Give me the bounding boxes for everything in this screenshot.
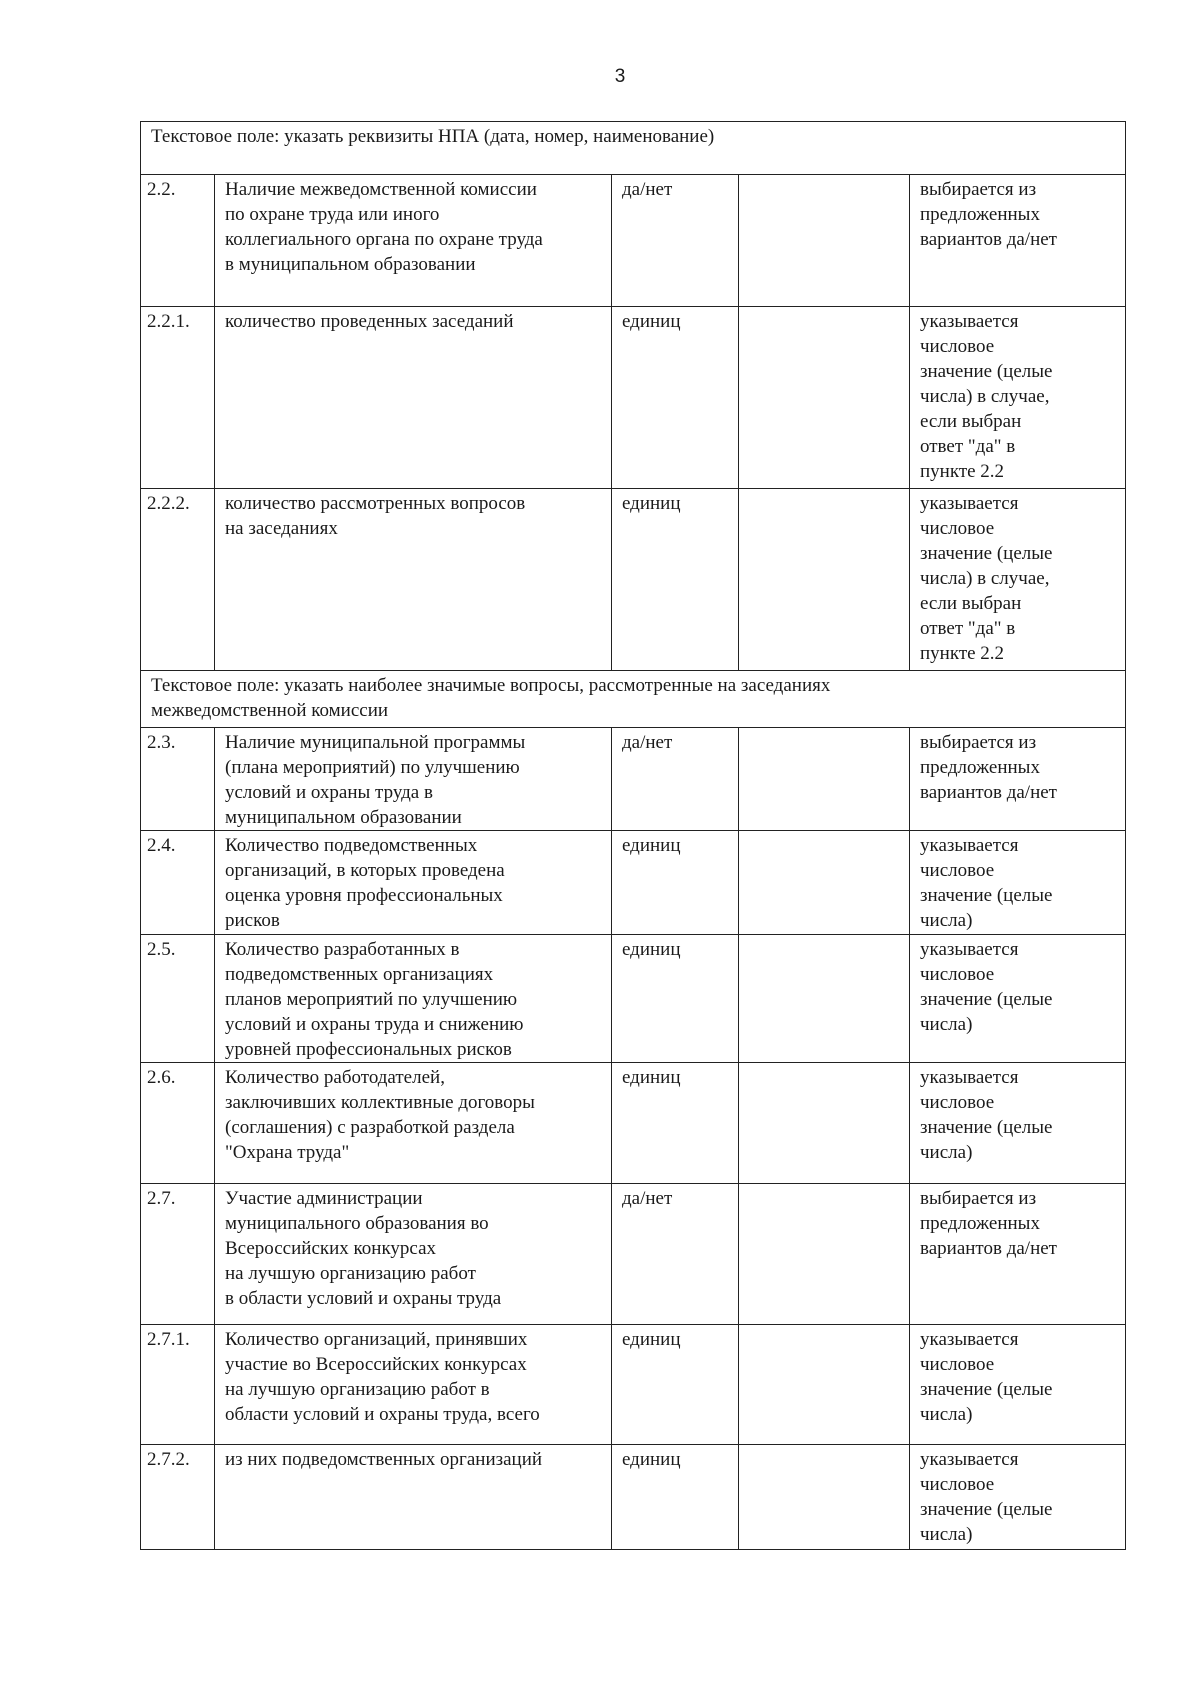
unit-of-measure: единиц <box>612 307 739 489</box>
unit-of-measure: да/нет <box>612 728 739 831</box>
indicator-row <box>141 1184 1126 1325</box>
row-number: 2.4. <box>141 831 215 935</box>
fill-instruction: выбирается из предложенных вариантов да/нет <box>910 1184 1126 1325</box>
indicator-row <box>141 935 1126 1063</box>
unit-of-measure: единиц <box>612 1063 739 1184</box>
fill-instruction: выбирается из предложенных вариантов да/нет <box>910 175 1126 307</box>
fill-instruction: выбирается из предложенных вариантов да/нет <box>910 728 1126 831</box>
indicator-row <box>141 1063 1126 1184</box>
indicator-row <box>141 831 1126 935</box>
value-cell[interactable] <box>739 831 910 935</box>
unit-of-measure: единиц <box>612 831 739 935</box>
unit-of-measure: единиц <box>612 1325 739 1445</box>
unit-of-measure: единиц <box>612 489 739 671</box>
fill-instruction: указывается числовое значение (целые числа) в случае, если выбран ответ "да" в пункте 2.2 <box>910 307 1126 489</box>
indicator-description: Количество работодателей, заключивших коллективные договоры (соглашения) с разработкой раздела "Охрана труда" <box>215 1063 612 1184</box>
row-number: 2.7.2. <box>141 1445 215 1550</box>
indicator-description: количество рассмотренных вопросов на заседаниях <box>215 489 612 671</box>
row-number: 2.7.1. <box>141 1325 215 1445</box>
value-cell[interactable] <box>739 175 910 307</box>
fill-instruction: указывается числовое значение (целые числа) <box>910 935 1126 1063</box>
indicator-description: из них подведомственных организаций <box>215 1445 612 1550</box>
unit-of-measure: единиц <box>612 1445 739 1550</box>
indicator-row <box>141 489 1126 671</box>
fill-instruction: указывается числовое значение (целые числа) <box>910 831 1126 935</box>
row-number: 2.6. <box>141 1063 215 1184</box>
text-field-note: Текстовое поле: указать наиболее значимые вопросы, рассмотренные на заседаниях межведомственной комиссии <box>141 671 1126 728</box>
value-cell[interactable] <box>739 1445 910 1550</box>
page-number: 3 <box>614 66 626 87</box>
indicator-description: Участие администрации муниципального образования во Всероссийских конкурсах на лучшую организацию работ в области условий и охраны труда <box>215 1184 612 1325</box>
fill-instruction: указывается числовое значение (целые числа) <box>910 1063 1126 1184</box>
indicator-description: Наличие муниципальной программы (плана мероприятий) по улучшению условий и охраны труда в муниципальном образовании <box>215 728 612 831</box>
row-number: 2.2.1. <box>141 307 215 489</box>
fill-instruction: указывается числовое значение (целые числа) в случае, если выбран ответ "да" в пункте 2.2 <box>910 489 1126 671</box>
row-number: 2.2.2. <box>141 489 215 671</box>
value-cell[interactable] <box>739 1063 910 1184</box>
row-number: 2.7. <box>141 1184 215 1325</box>
indicator-row <box>141 1445 1126 1550</box>
unit-of-measure: да/нет <box>612 1184 739 1325</box>
indicator-row <box>141 1325 1126 1445</box>
info-row <box>141 671 1126 728</box>
indicator-row <box>141 307 1126 489</box>
value-cell[interactable] <box>739 728 910 831</box>
value-cell[interactable] <box>739 1184 910 1325</box>
indicator-description: Наличие межведомственной комиссии по охране труда или иного коллегиального органа по охране труда в муниципальном образовании <box>215 175 612 307</box>
text-field-note: Текстовое поле: указать реквизиты НПА (дата, номер, наименование) <box>141 122 1126 175</box>
value-cell[interactable] <box>739 489 910 671</box>
indicator-row <box>141 728 1126 831</box>
indicator-row <box>141 175 1126 307</box>
unit-of-measure: единиц <box>612 935 739 1063</box>
indicator-description: количество проведенных заседаний <box>215 307 612 489</box>
row-number: 2.5. <box>141 935 215 1063</box>
row-number: 2.3. <box>141 728 215 831</box>
indicator-description: Количество организаций, принявших участие во Всероссийских конкурсах на лучшую организацию работ в области условий и охраны труда, всего <box>215 1325 612 1445</box>
fill-instruction: указывается числовое значение (целые числа) <box>910 1445 1126 1550</box>
indicator-table <box>140 121 1126 1550</box>
unit-of-measure: да/нет <box>612 175 739 307</box>
value-cell[interactable] <box>739 307 910 489</box>
fill-instruction: указывается числовое значение (целые числа) <box>910 1325 1126 1445</box>
info-row <box>141 122 1126 175</box>
indicator-description: Количество подведомственных организаций, в которых проведена оценка уровня профессиональных рисков <box>215 831 612 935</box>
value-cell[interactable] <box>739 1325 910 1445</box>
row-number: 2.2. <box>141 175 215 307</box>
value-cell[interactable] <box>739 935 910 1063</box>
indicator-description: Количество разработанных в подведомственных организациях планов мероприятий по улучшению условий и охраны труда и снижению уровней профессиональных рисков <box>215 935 612 1063</box>
